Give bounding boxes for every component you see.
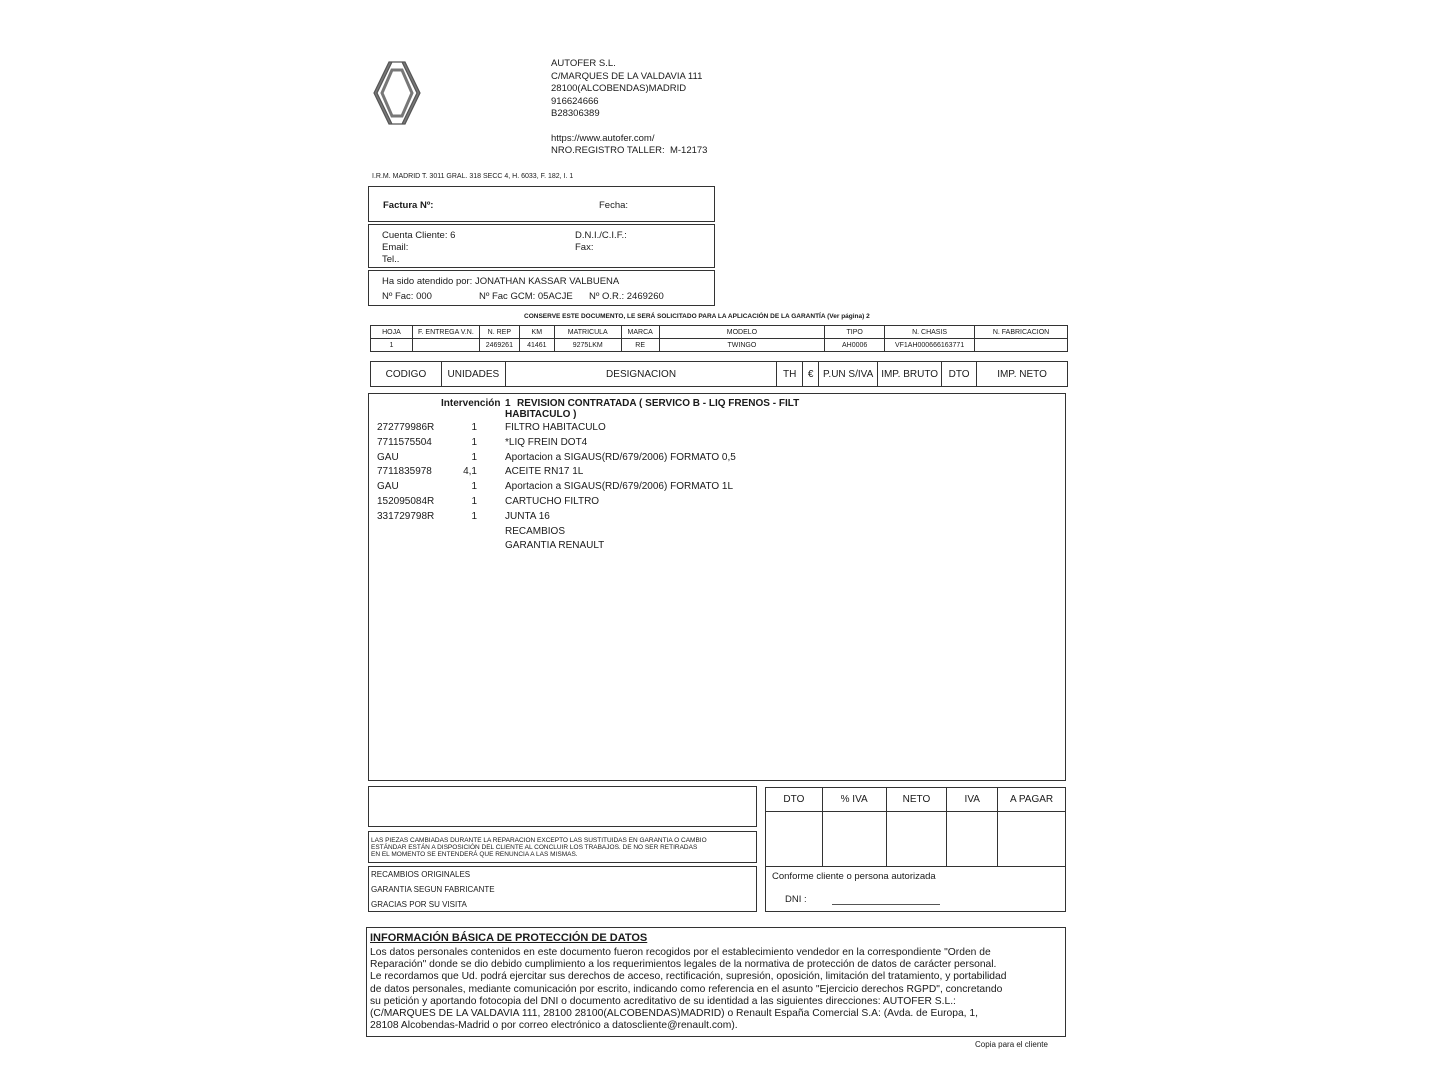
vehicle-value-cell: TWINGO [659, 339, 825, 352]
vehicle-header-cell: HOJA [371, 326, 413, 339]
item-description: *LIQ FREIN DOT4 [505, 436, 588, 448]
vehicle-header-cell: TIPO [825, 326, 885, 339]
company-name: AUTOFER S.L. [551, 58, 616, 69]
invoice-box [368, 186, 715, 222]
privacy-box [366, 927, 1066, 1037]
footer-line: GRACIAS POR SU VISITA [371, 900, 467, 909]
company-phone: 916624666 [551, 95, 599, 107]
vehicle-header-cell: N. FABRICACION [975, 326, 1068, 339]
col-designacion: DESIGNACION [505, 362, 776, 387]
vehicle-value-cell [975, 339, 1068, 352]
piezas-notice-box [368, 831, 757, 863]
conforme-label: Conforme cliente o persona autorizada [772, 871, 936, 882]
totals-header-cell: NETO [886, 788, 947, 812]
item-code: GAU [377, 481, 399, 493]
item-units: 4,1 [463, 466, 477, 478]
col-unidades: UNIDADES [441, 362, 505, 387]
item-description: JUNTA 16 [505, 510, 550, 522]
intervention-title: REVISION CONTRATADA ( SERVICO B - LIQ FRENOS - FILT [517, 398, 800, 409]
item-description: FILTRO HABITACULO [505, 422, 606, 433]
col-net: IMP. NETO [977, 362, 1068, 387]
col-th: TH [777, 362, 803, 387]
vehicle-table [370, 325, 1068, 352]
item-units: 1 [471, 481, 477, 493]
irm-line: I.R.M. MADRID T. 3011 GRAL. 318 SECC 4, H. 6033, F. 182, I. 1 [372, 173, 574, 180]
vehicle-header-cell: N. CHASIS [885, 326, 975, 339]
vehicle-value-cell: AH0006 [825, 339, 885, 352]
invoice-fac-number: Nº Fac: 000 [382, 291, 432, 302]
signature-box [765, 866, 1066, 912]
vehicle-value-cell: VF1AH000666163771 [885, 339, 975, 352]
item-description: ACEITE RN17 1L [505, 466, 584, 478]
vehicle-header-cell: KM [519, 326, 554, 339]
vehicle-header-cell: MODELO [659, 326, 825, 339]
item-units: 1 [471, 510, 477, 522]
item-code: 152095084R [377, 496, 435, 507]
vehicle-value-cell: 41461 [519, 339, 554, 352]
item-description: Aportacion a SIGAUS(RD/679/2006) FORMATO 0,5 [505, 451, 736, 463]
company-address: C/MARQUES DE LA VALDAVIA 111 [551, 70, 703, 82]
col-price: P.UN S/IVA [819, 362, 878, 387]
conserve-notice: CONSERVE ESTE DOCUMENTO, LE SERÁ SOLICITADO PARA LA APLICACIÓN DE LA GARANTÍA (Ver página) 2 [524, 313, 870, 320]
vehicle-value-cell: 9275LKM [554, 339, 621, 352]
items-body [368, 393, 1066, 781]
items-header-row [371, 362, 1068, 387]
item-description: CARTUCHO FILTRO [505, 496, 600, 507]
vehicle-header-cell: F. ENTREGA V.N. [412, 326, 479, 339]
intervention-title-cont: HABITACULO ) [505, 409, 577, 420]
vehicle-header-row [371, 326, 1068, 339]
privacy-text: Los datos personales contenidos en este documento fueron recogidos por el establecimiento vendedor en la correspondiente "Orden de Reparación" donde se dio debido cumplimiento a los requerimientos legales de la normativa de protección de datos de carácter personal. Le recordamos que Ud. podrá ejercitar sus derechos de acceso, rectificación, supresión, oposición, limitación del tratamiento, y portabilidad de datos personales, mediante comunicación por escrito, indicando como referencia en el asunto "Ejercicio derechos RGPD", concretando su petición y aportando fotocopia del DNI o documento acreditativo de su identidad a las siguientes direcciones: AUTOFER S.L.: (C/MARQUES DE LA VALDAVIA 111, 28100 28100(ALCOBENDAS)MADRID) o Renault España Comercial S.A: (Avda. de Europa, 1, 28108 Alcobendas-Madrid o por correo electrónico a datoscliente@renault.com). [370, 947, 1007, 1032]
intervention-label: Intervención [441, 398, 501, 409]
totals-table [765, 787, 1066, 867]
company-registro: NRO.REGISTRO TALLER: M-12173 [551, 145, 708, 156]
item-code: GAU [377, 451, 399, 463]
items-header-table [370, 361, 1068, 387]
totals-header-cell: IVA [947, 788, 998, 812]
invoice-gcm-number: Nº Fac GCM: 05ACJE [479, 291, 573, 302]
privacy-title: INFORMACIÓN BÁSICA DE PROTECCIÓN DE DATOS [370, 932, 648, 944]
attended-by: Ha sido atendido por: JONATHAN KASSAR VALBUENA [382, 276, 620, 287]
renault-logo [372, 60, 422, 126]
item-code: 272779986R [377, 422, 435, 433]
client-dni: D.N.I./C.I.F.: [575, 230, 627, 241]
company-cif: B28306389 [551, 108, 600, 119]
intervention-number: 1 [505, 398, 511, 409]
vehicle-value-cell: 1 [371, 339, 413, 352]
item-code: 7711575504 [377, 436, 432, 448]
repair-order-number: Nº O.R.: 2469260 [589, 291, 664, 302]
col-currency: € [803, 362, 819, 387]
totals-header-cell: A PAGAR [998, 788, 1066, 812]
notes-box [368, 786, 757, 827]
item-units: 1 [471, 422, 477, 433]
col-codigo: CODIGO [371, 362, 442, 387]
totals-header-row [766, 788, 1066, 812]
piezas-notice: LAS PIEZAS CAMBIADAS DURANTE LA REPARACION EXCEPTO LAS SUSTITUIDAS EN GARANTIA O CAMBIO ESTÁNDAR ESTÁN A DISPOSICIÓN DEL CLIENTE AL CONCLUIR LOS TRABAJOS. DE NO SER RETIRADAS EN EL MOMENTO SE ENTENDERÁ QUE RENUNCIA A LAS MISMAS. [371, 837, 707, 858]
item-code: 331729798R [377, 510, 435, 522]
invoice-date-label: Fecha: [599, 200, 629, 211]
item-description: RECAMBIOS [505, 525, 566, 537]
vehicle-header-cell: MARCA [621, 326, 659, 339]
client-box [368, 224, 715, 268]
item-units: 1 [471, 451, 477, 463]
footer-line: RECAMBIOS ORIGINALES [371, 870, 471, 879]
client-tel: Tel.. [382, 254, 400, 265]
company-city: 28100(ALCOBENDAS)MADRID [551, 83, 687, 94]
item-units: 1 [471, 436, 477, 448]
item-units: 1 [471, 496, 477, 507]
vehicle-header-cell: N. REP [479, 326, 519, 339]
client-account: Cuenta Cliente: 6 [382, 230, 456, 241]
col-discount: DTO [942, 362, 977, 387]
vehicle-header-cell: MATRICULA [554, 326, 621, 339]
attended-box [368, 270, 715, 306]
company-web: https://www.autofer.com/ [551, 132, 655, 144]
totals-header-cell: DTO [766, 788, 823, 812]
dni-signature-line [832, 904, 940, 905]
invoice-number-label: Factura Nº: [383, 200, 434, 211]
client-fax: Fax: [575, 242, 594, 253]
item-code: 7711835978 [377, 466, 432, 478]
vehicle-value-cell: RE [621, 339, 659, 352]
footer-line: GARANTIA SEGUN FABRICANTE [371, 885, 495, 894]
vehicle-value-cell: 2469261 [479, 339, 519, 352]
item-description: Aportacion a SIGAUS(RD/679/2006) FORMATO 1L [505, 481, 734, 493]
vehicle-value-row [371, 339, 1068, 352]
footer-lines-box [368, 866, 757, 912]
dni-label: DNI : [785, 894, 807, 905]
client-email: Email: [382, 242, 409, 253]
vehicle-value-cell [412, 339, 479, 352]
totals-value-row [766, 812, 1066, 867]
col-gross: IMP. BRUTO [878, 362, 942, 387]
totals-header-cell: % IVA [822, 788, 886, 812]
company-block [551, 58, 707, 158]
item-description: GARANTIA RENAULT [505, 540, 605, 552]
copy-label: Copia para el cliente [975, 1040, 1048, 1049]
